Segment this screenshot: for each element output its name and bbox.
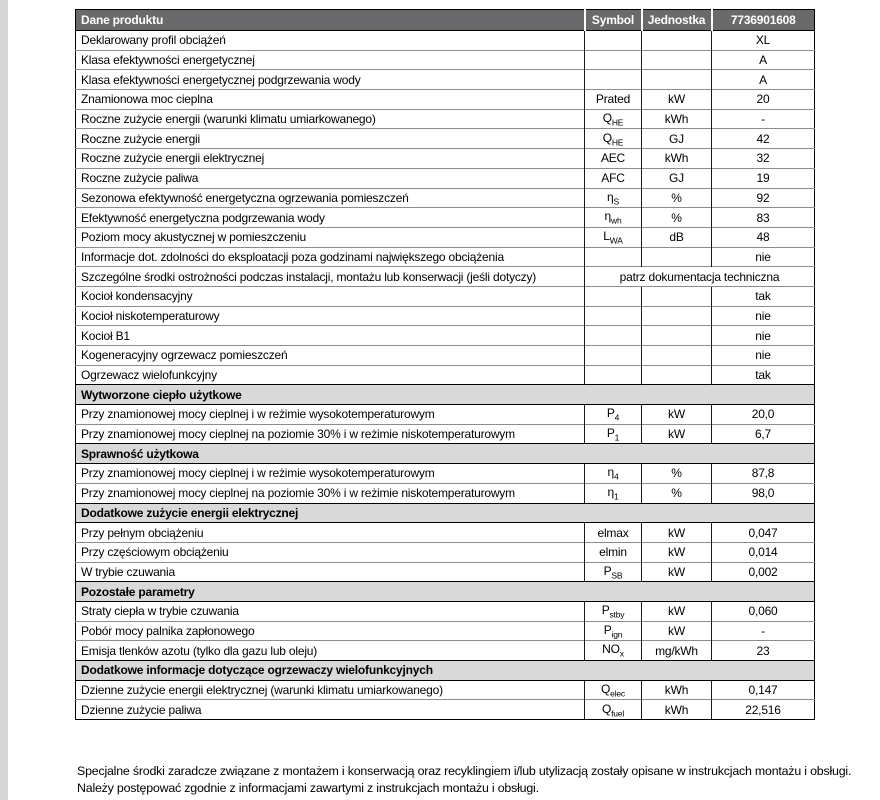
cell-parameter: Kogeneracyjny ogrzewacz pomieszczeń <box>76 346 585 366</box>
cell-value: 0,047 <box>712 523 815 543</box>
cell-parameter: Kocioł B1 <box>76 326 585 346</box>
cell-parameter: Sezonowa efektywność energetyczna ogrzewania pomieszczeń <box>76 188 585 208</box>
cell-unit: kW <box>642 562 712 582</box>
cell-parameter: Przy znamionowej mocy cieplnej na poziomie 30% i w reżimie niskotemperaturowym <box>76 424 585 444</box>
cell-parameter: Przy pełnym obciążeniu <box>76 523 585 543</box>
cell-symbol: AFC <box>585 168 642 188</box>
cell-value: 23 <box>712 641 815 661</box>
cell-symbol <box>585 326 642 346</box>
symbol-subscript: fuel <box>611 707 625 718</box>
footnote-line-1: Specjalne środki zaradcze związane z montażem i konserwacją oraz recyklingiem i/lub utylizacją zostały opisane w instrukcjach montażu i obsługi. <box>77 764 852 778</box>
section-row <box>76 661 815 681</box>
cell-unit <box>642 247 712 267</box>
cell-unit: kW <box>642 424 712 444</box>
symbol-subscript: ign <box>611 629 623 640</box>
cell-value: - <box>712 109 815 129</box>
cell-unit <box>642 50 712 70</box>
column-header-symbol: Symbol <box>585 10 642 31</box>
section-row <box>76 444 815 464</box>
cell-unit <box>642 306 712 326</box>
cell-value: 6,7 <box>712 424 815 444</box>
section-header: Dodatkowe informacje dotyczące ogrzewaczy wielofunkcyjnych <box>76 661 815 681</box>
cell-parameter: Kocioł niskotemperaturowy <box>76 306 585 326</box>
footnote-line-2: Należy postępować zgodnie z informacjami zawartymi z instrukcjach montażu i obsługi. <box>77 780 539 795</box>
symbol-subscript: 4 <box>614 412 620 423</box>
table-row <box>76 247 815 267</box>
table-body <box>76 31 815 720</box>
column-header-unit: Jednostka <box>642 10 712 31</box>
cell-symbol: $\eta_4$ <box>585 464 642 484</box>
table-row <box>76 50 815 70</box>
table-row <box>76 523 815 543</box>
table-row <box>76 149 815 169</box>
column-header-product-id: 7736901608 <box>712 10 815 31</box>
cell-symbol: $Q_{fuel}$ <box>585 700 642 720</box>
table-row <box>76 621 815 641</box>
symbol-subscript: S <box>613 196 619 207</box>
cell-symbol <box>585 70 642 90</box>
column-header-product-data: Dane produktu <box>76 10 585 31</box>
cell-symbol: $P_{SB}$ <box>585 562 642 582</box>
cell-unit: % <box>642 208 712 228</box>
cell-value: nie <box>712 247 815 267</box>
cell-value: - <box>712 621 815 641</box>
cell-value: 19 <box>712 168 815 188</box>
table-row <box>76 31 815 51</box>
table-row <box>76 90 815 110</box>
symbol-subscript: HE <box>611 136 624 147</box>
cell-parameter: Przy znamionowej mocy cieplnej i w reżimie wysokotemperaturowym <box>76 405 585 425</box>
cell-parameter: Kocioł kondensacyjny <box>76 286 585 306</box>
cell-symbol: Prated <box>585 90 642 110</box>
cell-unit: kW <box>642 601 712 621</box>
table-row <box>76 601 815 621</box>
cell-symbol: $\eta_1$ <box>585 483 642 503</box>
table-row <box>76 188 815 208</box>
cell-value: 32 <box>712 149 815 169</box>
cell-symbol: $Q_{HE}$ <box>585 129 642 149</box>
section-row <box>76 503 815 523</box>
cell-unit: kWh <box>642 109 712 129</box>
table-row <box>76 109 815 129</box>
cell-parameter: Przy znamionowej mocy cieplnej na poziomie 30% i w reżimie niskotemperaturowym <box>76 483 585 503</box>
table-row <box>76 227 815 247</box>
cell-symbol <box>585 286 642 306</box>
table-row <box>76 70 815 90</box>
cell-unit: kW <box>642 523 712 543</box>
cell-unit: % <box>642 464 712 484</box>
cell-parameter: Informacje dot. zdolności do eksploatacji poza godzinami największego obciążenia <box>76 247 585 267</box>
cell-symbol <box>585 365 642 385</box>
cell-value: 83 <box>712 208 815 228</box>
cell-symbol <box>585 50 642 70</box>
cell-parameter: Poziom mocy akustycznej w pomieszczeniu <box>76 227 585 247</box>
cell-value: nie <box>712 306 815 326</box>
symbol-subscript: elec <box>610 688 625 699</box>
cell-parameter: Roczne zużycie energii elektrycznej <box>76 149 585 169</box>
symbol-subscript: wh <box>611 215 622 226</box>
cell-unit: kW <box>642 542 712 562</box>
cell-parameter: Efektywność energetyczna podgrzewania wody <box>76 208 585 228</box>
section-header: Dodatkowe zużycie energii elektrycznej <box>76 503 815 523</box>
cell-parameter: Straty ciepła w trybie czuwania <box>76 601 585 621</box>
section-row <box>76 582 815 602</box>
cell-symbol: $\eta_{wh}$ <box>585 208 642 228</box>
cell-unit: GJ <box>642 129 712 149</box>
table-row <box>76 346 815 366</box>
symbol-subscript: 1 <box>613 491 619 502</box>
cell-unit: kW <box>642 90 712 110</box>
table-row <box>76 562 815 582</box>
table-row <box>76 129 815 149</box>
symbol-subscript: HE <box>611 117 624 128</box>
page-edge-strip <box>0 0 8 800</box>
symbol-subscript: SB <box>611 570 623 581</box>
cell-value: 20 <box>712 90 815 110</box>
cell-parameter: Ogrzewacz wielofunkcyjny <box>76 365 585 385</box>
cell-symbol <box>585 346 642 366</box>
table-row <box>76 168 815 188</box>
cell-unit <box>642 346 712 366</box>
cell-unit: kW <box>642 405 712 425</box>
cell-value: 0,002 <box>712 562 815 582</box>
section-row <box>76 385 815 405</box>
cell-symbol: $P_{ign}$ <box>585 621 642 641</box>
cell-parameter: Emisja tlenków azotu (tylko dla gazu lub oleju) <box>76 641 585 661</box>
cell-unit <box>642 31 712 51</box>
table-row <box>76 424 815 444</box>
cell-symbol: $NO_x$ <box>585 641 642 661</box>
cell-unit <box>642 365 712 385</box>
cell-parameter: Roczne zużycie energii <box>76 129 585 149</box>
cell-value: 98,0 <box>712 483 815 503</box>
table-row <box>76 267 815 287</box>
cell-value: tak <box>712 286 815 306</box>
cell-parameter: Znamionowa moc cieplna <box>76 90 585 110</box>
cell-unit: kWh <box>642 680 712 700</box>
cell-parameter: Deklarowany profil obciążeń <box>76 31 585 51</box>
cell-value: A <box>712 50 815 70</box>
cell-parameter: Przy częściowym obciążeniu <box>76 542 585 562</box>
cell-value: A <box>712 70 815 90</box>
symbol-subscript: x <box>619 648 624 659</box>
table-row <box>76 405 815 425</box>
cell-unit: kW <box>642 621 712 641</box>
table-row <box>76 326 815 346</box>
table-row <box>76 365 815 385</box>
cell-value: tak <box>712 365 815 385</box>
cell-symbol: elmin <box>585 542 642 562</box>
table-row <box>76 208 815 228</box>
table-row <box>76 542 815 562</box>
cell-unit <box>642 326 712 346</box>
cell-value: 0,060 <box>712 601 815 621</box>
cell-value: 0,147 <box>712 680 815 700</box>
cell-parameter: Przy znamionowej mocy cieplnej i w reżimie wysokotemperaturowym <box>76 464 585 484</box>
cell-symbol: $P_4$ <box>585 405 642 425</box>
cell-value: 92 <box>712 188 815 208</box>
cell-unit: GJ <box>642 168 712 188</box>
table-row <box>76 680 815 700</box>
product-data-table <box>75 9 815 720</box>
symbol-subscript: 1 <box>614 432 620 443</box>
cell-parameter: Klasa efektywności energetycznej <box>76 50 585 70</box>
footnote <box>77 763 867 796</box>
cell-symbol: $Q_{HE}$ <box>585 109 642 129</box>
cell-unit <box>642 286 712 306</box>
cell-symbol <box>585 247 642 267</box>
symbol-subscript: 4 <box>613 471 619 482</box>
cell-parameter: Roczne zużycie paliwa <box>76 168 585 188</box>
cell-unit: mg/kWh <box>642 641 712 661</box>
cell-symbol: $P_{stby}$ <box>585 601 642 621</box>
cell-unit: % <box>642 188 712 208</box>
table-row <box>76 464 815 484</box>
cell-parameter: Dzienne zużycie paliwa <box>76 700 585 720</box>
table-row <box>76 641 815 661</box>
table-row <box>76 306 815 326</box>
cell-value: 20,0 <box>712 405 815 425</box>
table-row <box>76 286 815 306</box>
cell-value: nie <box>712 326 815 346</box>
cell-value: 0,014 <box>712 542 815 562</box>
cell-unit: kWh <box>642 700 712 720</box>
cell-symbol: elmax <box>585 523 642 543</box>
cell-parameter: Dzienne zużycie energii elektrycznej (warunki klimatu umiarkowanego) <box>76 680 585 700</box>
section-header: Sprawność użytkowa <box>76 444 815 464</box>
cell-symbol: $\eta_S$ <box>585 188 642 208</box>
cell-symbol <box>585 306 642 326</box>
cell-value: nie <box>712 346 815 366</box>
cell-value: 22,516 <box>712 700 815 720</box>
cell-value: 42 <box>712 129 815 149</box>
cell-symbol: AEC <box>585 149 642 169</box>
cell-unit: kWh <box>642 149 712 169</box>
cell-parameter: Roczne zużycie energii (warunki klimatu umiarkowanego) <box>76 109 585 129</box>
table-row <box>76 700 815 720</box>
symbol-subscript: WA <box>609 235 623 246</box>
cell-value: 48 <box>712 227 815 247</box>
section-header: Pozostałe parametry <box>76 582 815 602</box>
cell-symbol: $L_{WA}$ <box>585 227 642 247</box>
cell-unit: dB <box>642 227 712 247</box>
table-row <box>76 483 815 503</box>
cell-unit <box>642 70 712 90</box>
cell-unit: % <box>642 483 712 503</box>
symbol-subscript: stby <box>609 609 625 620</box>
cell-span-value: patrz dokumentacja techniczna <box>585 267 815 287</box>
table-header-row <box>76 10 815 31</box>
section-header: Wytworzone ciepło użytkowe <box>76 385 815 405</box>
cell-value: XL <box>712 31 815 51</box>
cell-parameter: W trybie czuwania <box>76 562 585 582</box>
cell-symbol: $Q_{elec}$ <box>585 680 642 700</box>
cell-value: 87,8 <box>712 464 815 484</box>
cell-parameter: Szczególne środki ostrożności podczas instalacji, montażu lub konserwacji (jeśli dotyczy) <box>76 267 585 287</box>
cell-parameter: Klasa efektywności energetycznej podgrzewania wody <box>76 70 585 90</box>
cell-parameter: Pobór mocy palnika zapłonowego <box>76 621 585 641</box>
cell-symbol <box>585 31 642 51</box>
cell-symbol: $P_1$ <box>585 424 642 444</box>
